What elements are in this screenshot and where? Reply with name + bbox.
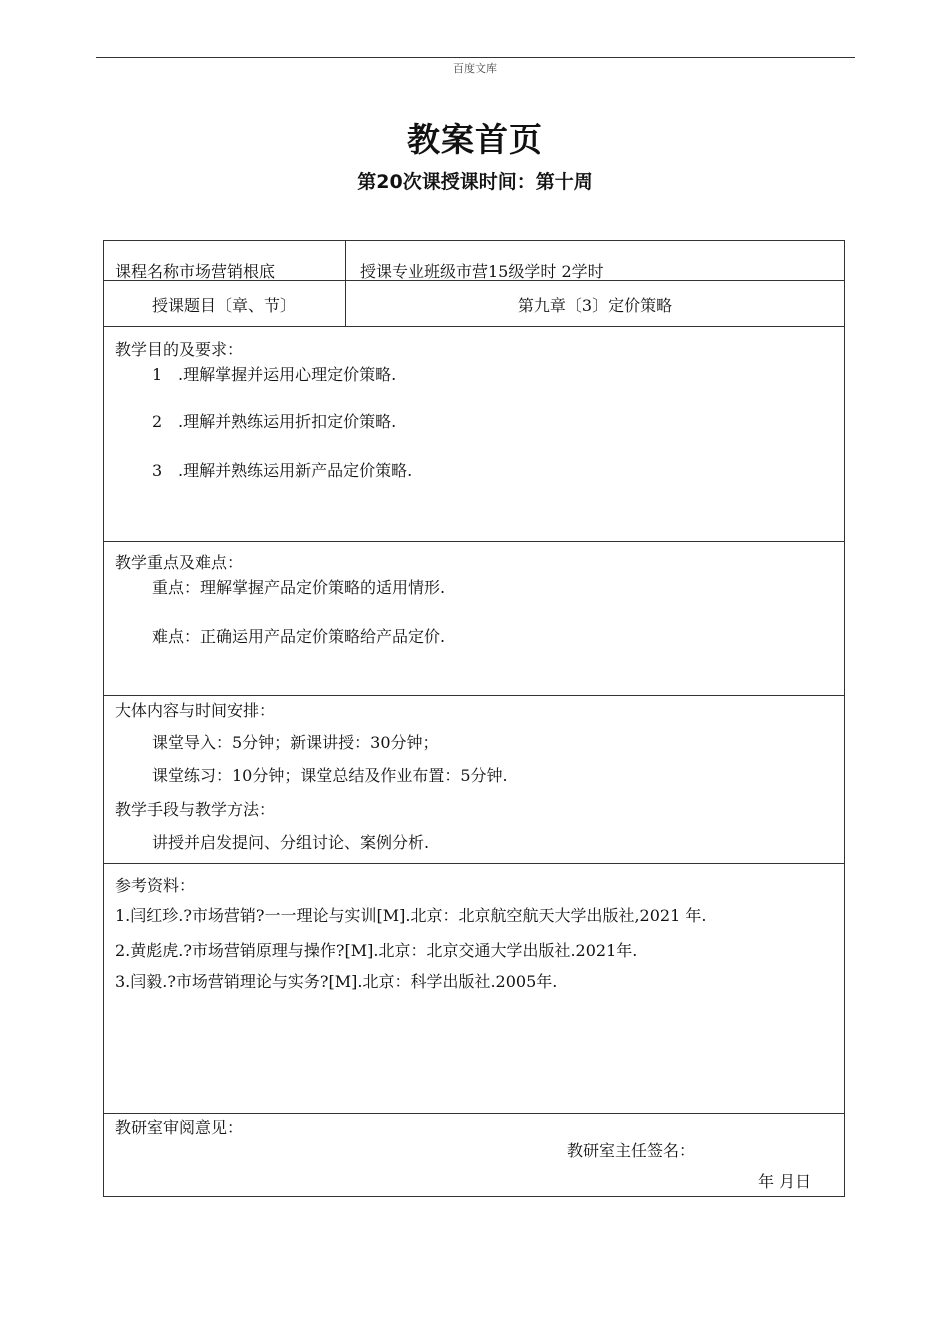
objective-number: 3 (152, 461, 163, 480)
objective-number: 2 (152, 412, 163, 431)
page-subtitle: 第20次课授课时间：第十周 (357, 171, 593, 193)
lesson-topic-label: 授课题目〔章、节〕 (151, 296, 296, 315)
keypoints-heading: 教学重点及难点： (115, 553, 244, 572)
objective-text: .理解并熟练运用折扣定价策略. (178, 412, 397, 431)
table-rule (103, 1113, 845, 1114)
course-class-cell: 授课专业班级市营15级学时 2学时 (360, 262, 604, 281)
objective-number: 1 (152, 365, 163, 384)
table-rule (103, 863, 845, 864)
table-rule (103, 326, 845, 327)
schedule-line: 课堂导入：5分钟；新课讲授：30分钟； (152, 733, 439, 752)
objective-text: .理解并熟练运用新产品定价策略. (178, 461, 413, 480)
table-rule (103, 541, 845, 542)
lesson-topic-value: 第九章〔3〕定价策略 (517, 296, 673, 315)
review-heading: 教研室审阅意见： (115, 1118, 244, 1137)
review-signature: 教研室主任签名： (567, 1141, 696, 1160)
keypoint-key: 重点：理解掌握产品定价策略的适用情形. (152, 578, 446, 597)
reference-item: 3.闫毅.?市场营销理论与实务?[M].北京：科学出版社.2005年. (115, 972, 558, 991)
content-heading: 大体内容与时间安排： (115, 701, 276, 720)
reference-item: 2.黄彪虎.?市场营销原理与操作?[M].北京：北京交通大学出版社.2021年. (115, 941, 638, 960)
table-rule (103, 695, 845, 696)
course-name-cell: 课程名称市场营销根底 (115, 262, 276, 281)
header-source: 百度文库 (453, 62, 497, 75)
header-rule (96, 57, 855, 58)
keypoint-difficult: 难点：正确运用产品定价策略给产品定价. (152, 627, 446, 646)
objectives-heading: 教学目的及要求： (115, 340, 244, 359)
page-title: 教案首页 (407, 120, 543, 159)
review-date: 年 月日 (758, 1172, 812, 1191)
references-heading: 参考资料： (115, 876, 196, 895)
reference-item: 1.闫红珍.?市场营销?一一理论与实训[M].北京：北京航空航天大学出版社,2021 年. (115, 906, 707, 925)
methods-heading: 教学手段与教学方法： (115, 800, 276, 819)
schedule-line: 课堂练习：10分钟；课堂总结及作业布置：5分钟. (152, 766, 508, 785)
objective-text: .理解掌握并运用心理定价策略. (178, 365, 397, 384)
methods-text: 讲授并启发提问、分组讨论、案例分析. (152, 833, 430, 852)
